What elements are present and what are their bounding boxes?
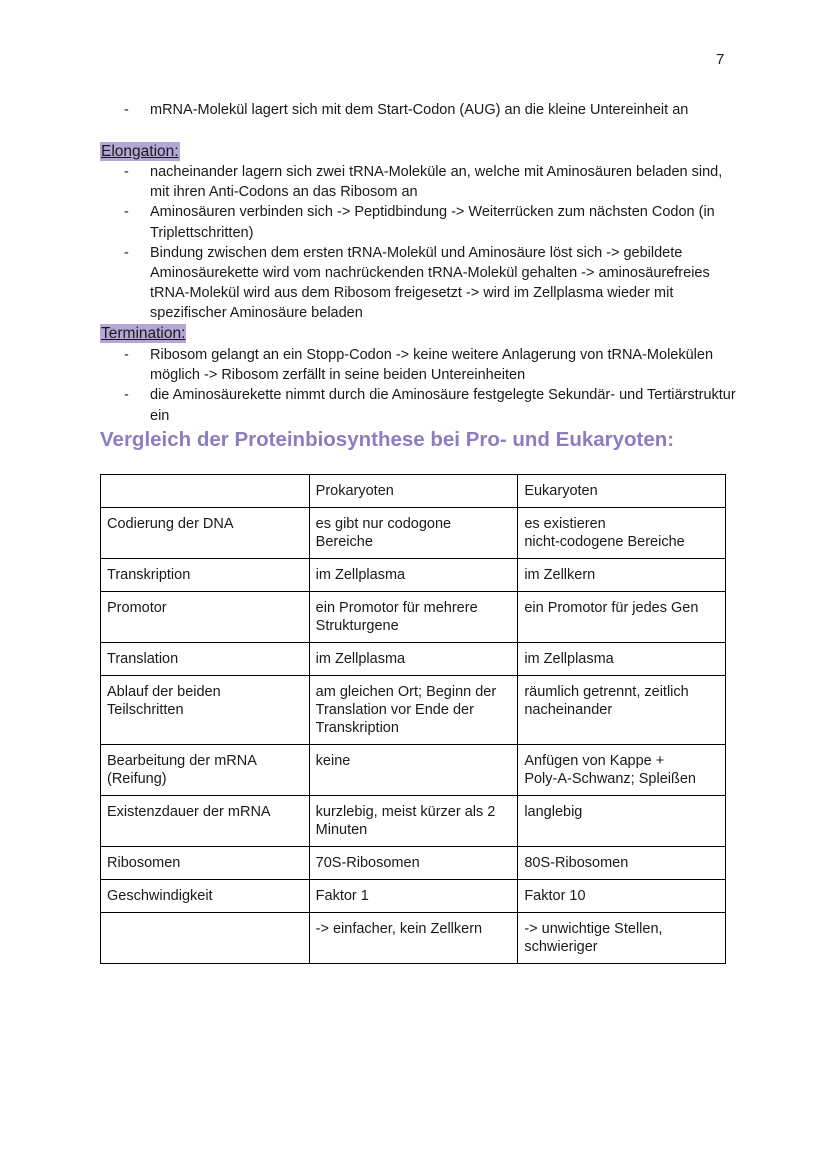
table-row	[101, 592, 726, 643]
table-cell	[101, 745, 310, 796]
cell-text: Ablauf der beiden Teilschritten	[107, 684, 221, 718]
table-cell	[101, 847, 310, 880]
table-header-row	[101, 475, 726, 508]
cell-text: Translation	[107, 651, 179, 667]
table-cell	[518, 475, 726, 508]
table-row	[101, 745, 726, 796]
cell-text: räumlich getrennt, zeitlich nacheinander	[524, 684, 689, 718]
cell-text: Anfügen von Kappe + Poly-A-Schwanz; Spleißen	[524, 753, 696, 787]
comparison-table	[100, 474, 726, 964]
cell-text: keine	[315, 753, 351, 769]
table-cell	[518, 796, 726, 847]
table-cell	[309, 592, 518, 643]
cell-text: 70S-Ribosomen	[315, 855, 420, 871]
cell-text: langlebig	[524, 804, 583, 820]
table-cell	[518, 508, 726, 559]
table-row	[101, 508, 726, 559]
cell-text: Ribosomen	[107, 855, 181, 871]
table-cell	[101, 676, 310, 745]
cell-text: Transkription	[107, 567, 191, 583]
cell-text: kurzlebig, meist kürzer als 2 Minuten	[315, 804, 496, 838]
table-cell	[101, 559, 310, 592]
table-cell	[309, 559, 518, 592]
table-cell	[309, 745, 518, 796]
table-cell	[518, 676, 726, 745]
table-cell	[309, 676, 518, 745]
cell-text: Existenzdauer der mRNA	[107, 804, 271, 820]
cell-text: im Zellplasma	[315, 651, 406, 667]
table-cell	[309, 508, 518, 559]
cell-text: Promotor	[107, 600, 167, 616]
cell-text: ein Promotor für jedes Gen	[524, 600, 699, 616]
cell-text: am gleichen Ort; Beginn der Translation vor Ende der Transkription	[315, 684, 497, 736]
table-cell	[101, 592, 310, 643]
table-cell	[101, 880, 310, 913]
list-item: - mRNA-Molekül lagert sich mit dem Start-Codon (AUG) an die kleine Untereinheit an	[100, 100, 740, 120]
table-row	[101, 880, 726, 913]
cell-text: Codierung der DNA	[107, 516, 234, 532]
page-number: 7	[716, 51, 725, 68]
cell-text: im Zellplasma	[524, 651, 614, 667]
table-cell	[309, 643, 518, 676]
list-item: - Ribosom gelangt an ein Stopp-Codon -> keine weitere Anlagerung von tRNA-Molekülen möglich -> Ribosom zerfällt in seine beiden Untereinheiten	[100, 345, 740, 385]
table-cell	[309, 475, 518, 508]
list-item: - Aminosäuren verbinden sich -> Peptidbindung -> Weiterrücken zum nächsten Codon (in Triplettschritten)	[100, 202, 740, 242]
cell-text: -> einfacher, kein Zellkern	[315, 921, 483, 937]
elongation-heading-wrap	[100, 142, 180, 161]
table-cell	[101, 508, 310, 559]
cell-text: Faktor 1	[315, 888, 369, 904]
cell-text: es existieren nicht-codogene Bereiche	[524, 516, 685, 550]
cell-text: es gibt nur codogone Bereiche	[315, 516, 452, 550]
table-row	[101, 559, 726, 592]
table-cell	[309, 847, 518, 880]
table-row	[101, 796, 726, 847]
cell-text: im Zellplasma	[315, 567, 406, 583]
cell-text: ein Promotor für mehrere Strukturgene	[315, 600, 478, 634]
termination-heading-wrap	[100, 324, 186, 343]
cell-text: Bearbeitung der mRNA (Reifung)	[107, 753, 257, 787]
table-cell	[518, 592, 726, 643]
cell-text: Faktor 10	[524, 888, 586, 904]
elongation-list	[100, 162, 740, 324]
cell-text: Geschwindigkeit	[107, 888, 213, 904]
cell-text: 80S-Ribosomen	[524, 855, 629, 871]
termination-list	[100, 345, 740, 426]
cell-text: Eukaryoten	[524, 483, 598, 499]
table-cell	[101, 643, 310, 676]
table-cell	[518, 913, 726, 964]
list-item: - nacheinander lagern sich zwei tRNA-Moleküle an, welche mit Aminosäuren beladen sind, mit ihren Anti-Codons an das Ribosom an	[100, 162, 740, 202]
list-item: - die Aminosäurekette nimmt durch die Aminosäure festgelegte Sekundär- und Tertiärstruktur ein	[100, 385, 740, 425]
table-cell	[518, 643, 726, 676]
table-row	[101, 643, 726, 676]
table-row	[101, 676, 726, 745]
table-cell	[309, 913, 518, 964]
table-cell	[518, 559, 726, 592]
table-cell	[101, 913, 310, 964]
table-cell	[518, 880, 726, 913]
cell-text: -> unwichtige Stellen, schwieriger	[524, 921, 663, 955]
list-item: - Bindung zwischen dem ersten tRNA-Molekül und Aminosäure löst sich -> gebildete Aminosäurekette wird vom nachrückenden tRNA-Molekül gehalten -> aminosäurefreies tRNA-Molekül wird aus dem Ribosom freigesetzt -> wird im Zellplasma wieder mit spezifischer Aminosäure beladen	[100, 243, 740, 324]
cell-text: im Zellkern	[524, 567, 596, 583]
intro-list	[100, 100, 740, 120]
table-cell	[518, 847, 726, 880]
table-row	[101, 913, 726, 964]
table-cell	[309, 880, 518, 913]
table-cell	[101, 475, 310, 508]
elongation-heading: Elongation:	[101, 143, 179, 160]
table-cell	[101, 796, 310, 847]
table-cell	[518, 745, 726, 796]
table-cell	[309, 796, 518, 847]
termination-heading: Termination:	[101, 325, 186, 342]
section-title: Vergleich der Proteinbiosynthese bei Pro- und Eukaryoten:	[100, 428, 675, 451]
table-row	[101, 847, 726, 880]
cell-text: Prokaryoten	[315, 483, 394, 499]
